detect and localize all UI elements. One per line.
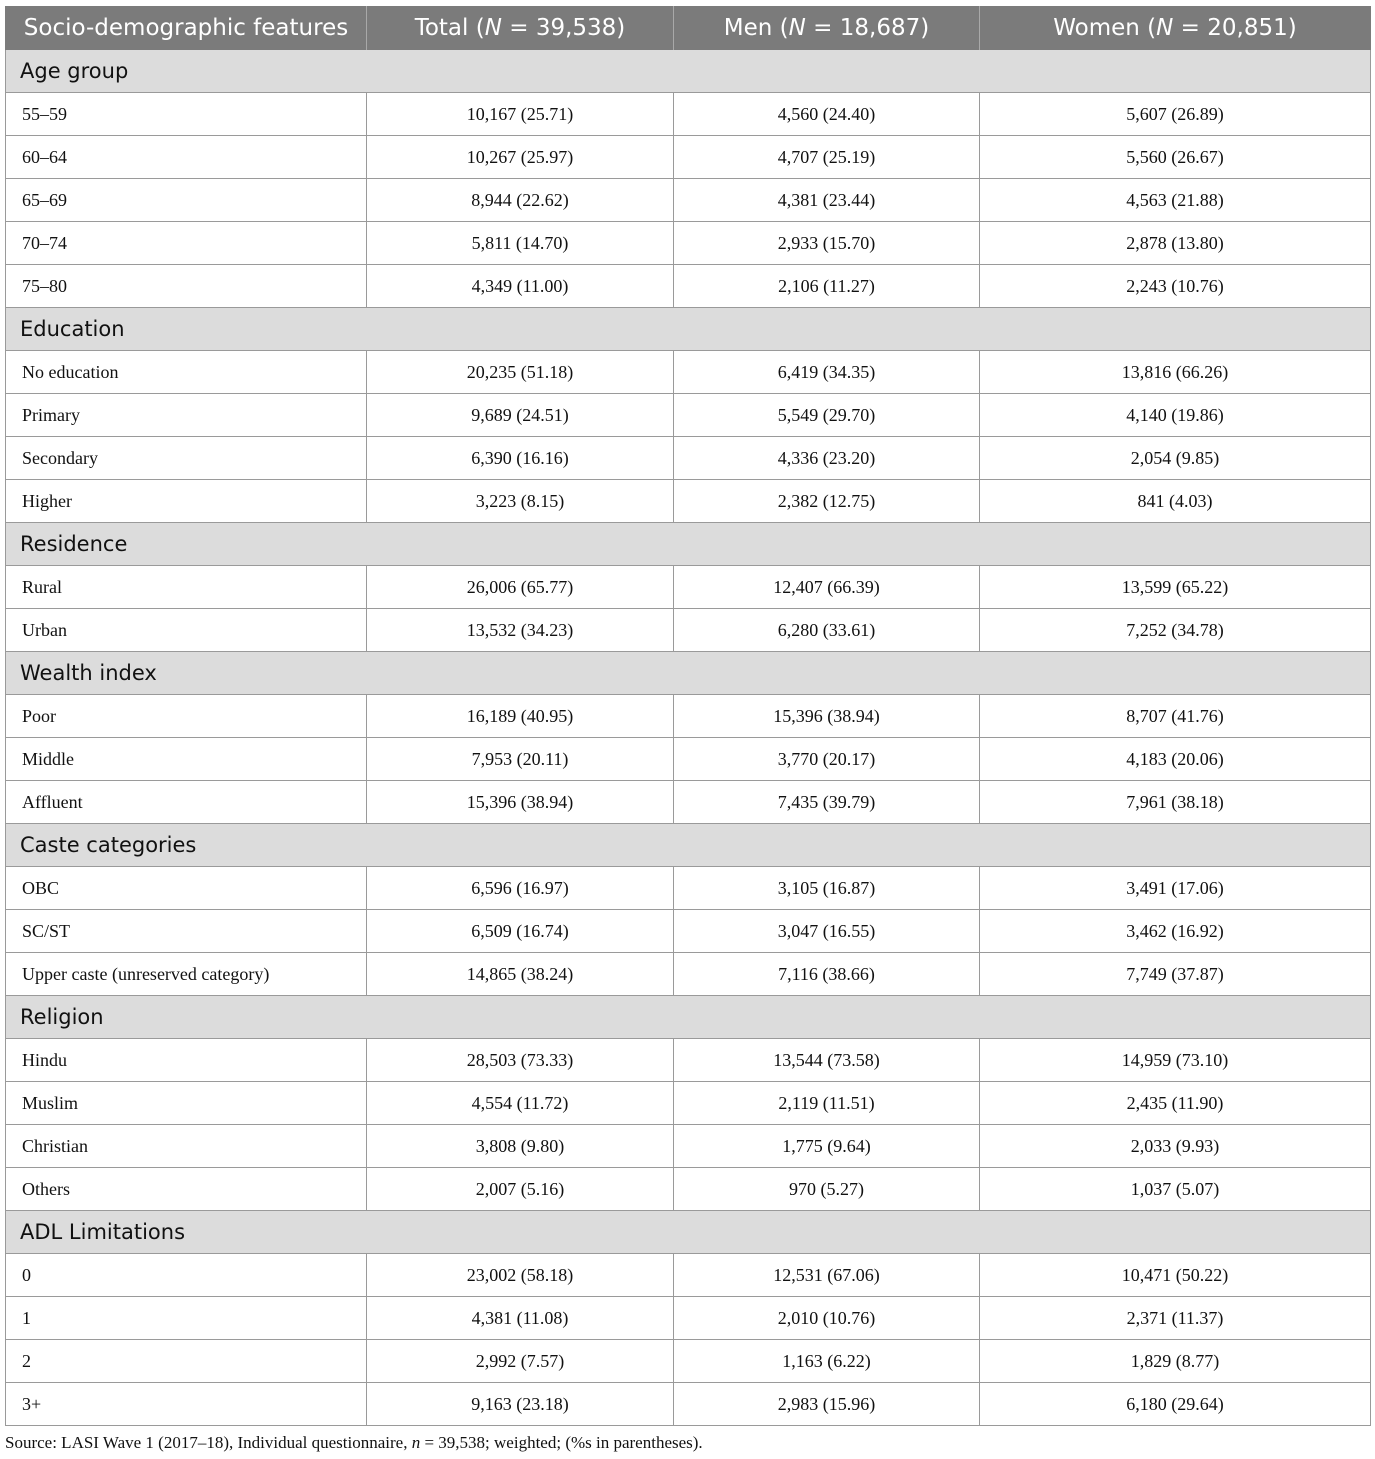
table-row: [6, 1383, 1371, 1426]
section-title: ADL Limitations: [6, 1211, 1371, 1254]
header-suffix: = 39,538): [501, 15, 626, 41]
cell-women: 6,180 (29.64): [980, 1383, 1371, 1426]
row-label: 70–74: [6, 222, 367, 265]
cell-men: 2,382 (12.75): [674, 480, 980, 523]
cell-men: 4,381 (23.44): [674, 179, 980, 222]
cell-women: 7,749 (37.87): [980, 953, 1371, 996]
cell-men: 4,560 (24.40): [674, 93, 980, 136]
cell-total: 6,390 (16.16): [367, 437, 674, 480]
cell-women: 8,707 (41.76): [980, 695, 1371, 738]
table-row: [6, 1254, 1371, 1297]
table-row: [6, 953, 1371, 996]
row-label: Middle: [6, 738, 367, 781]
cell-total: 9,163 (23.18): [367, 1383, 674, 1426]
cell-men: 4,707 (25.19): [674, 136, 980, 179]
cell-women: 10,471 (50.22): [980, 1254, 1371, 1297]
row-label: Hindu: [6, 1039, 367, 1082]
section-row: [6, 1211, 1371, 1254]
row-label: Higher: [6, 480, 367, 523]
row-label: Urban: [6, 609, 367, 652]
row-label: Affluent: [6, 781, 367, 824]
row-label: SC/ST: [6, 910, 367, 953]
cell-women: 13,816 (66.26): [980, 351, 1371, 394]
cell-total: 4,554 (11.72): [367, 1082, 674, 1125]
header-italic-n: N: [1156, 15, 1174, 41]
row-label: No education: [6, 351, 367, 394]
cell-men: 12,531 (67.06): [674, 1254, 980, 1297]
cell-women: 2,243 (10.76): [980, 265, 1371, 308]
cell-women: 7,252 (34.78): [980, 609, 1371, 652]
row-label: Muslim: [6, 1082, 367, 1125]
header-row: [6, 6, 1371, 50]
cell-total: 8,944 (22.62): [367, 179, 674, 222]
row-label: OBC: [6, 867, 367, 910]
section-title: Residence: [6, 523, 1371, 566]
cell-women: 2,033 (9.93): [980, 1125, 1371, 1168]
cell-men: 2,119 (11.51): [674, 1082, 980, 1125]
table-body: [6, 50, 1371, 1426]
section-title: Education: [6, 308, 1371, 351]
table-row: [6, 910, 1371, 953]
row-label: 75–80: [6, 265, 367, 308]
row-label: Poor: [6, 695, 367, 738]
table-row: [6, 265, 1371, 308]
table-row: [6, 480, 1371, 523]
cell-women: 4,563 (21.88): [980, 179, 1371, 222]
header-total: [367, 6, 674, 50]
cell-men: 970 (5.27): [674, 1168, 980, 1211]
cell-women: 2,878 (13.80): [980, 222, 1371, 265]
header-suffix: = 18,687): [805, 15, 930, 41]
table-row: [6, 781, 1371, 824]
table-row: [6, 222, 1371, 265]
cell-women: 5,607 (26.89): [980, 93, 1371, 136]
cell-total: 5,811 (14.70): [367, 222, 674, 265]
cell-men: 3,047 (16.55): [674, 910, 980, 953]
cell-total: 26,006 (65.77): [367, 566, 674, 609]
row-label: Rural: [6, 566, 367, 609]
table-row: [6, 1297, 1371, 1340]
cell-women: 14,959 (73.10): [980, 1039, 1371, 1082]
cell-total: 6,509 (16.74): [367, 910, 674, 953]
cell-women: 13,599 (65.22): [980, 566, 1371, 609]
cell-total: 2,007 (5.16): [367, 1168, 674, 1211]
section-row: [6, 996, 1371, 1039]
cell-women: 2,054 (9.85): [980, 437, 1371, 480]
source-note-prefix: Source: LASI Wave 1 (2017–18), Individual questionnaire,: [5, 1433, 412, 1452]
cell-men: 12,407 (66.39): [674, 566, 980, 609]
header-prefix: Women (: [1053, 15, 1157, 41]
table-row: [6, 1340, 1371, 1383]
table-row: [6, 394, 1371, 437]
cell-women: 4,140 (19.86): [980, 394, 1371, 437]
cell-total: 3,223 (8.15): [367, 480, 674, 523]
row-label: 55–59: [6, 93, 367, 136]
data-table-container: [5, 6, 1370, 1426]
source-note-suffix: = 39,538; weighted; (%s in parentheses).: [420, 1433, 703, 1452]
row-label: 2: [6, 1340, 367, 1383]
table-row: [6, 93, 1371, 136]
table-row: [6, 867, 1371, 910]
section-row: [6, 308, 1371, 351]
cell-men: 2,933 (15.70): [674, 222, 980, 265]
cell-total: 23,002 (58.18): [367, 1254, 674, 1297]
row-label: 1: [6, 1297, 367, 1340]
cell-men: 7,116 (38.66): [674, 953, 980, 996]
row-label: Primary: [6, 394, 367, 437]
cell-total: 6,596 (16.97): [367, 867, 674, 910]
cell-women: 2,371 (11.37): [980, 1297, 1371, 1340]
cell-total: 14,865 (38.24): [367, 953, 674, 996]
cell-men: 1,163 (6.22): [674, 1340, 980, 1383]
cell-men: 6,419 (34.35): [674, 351, 980, 394]
cell-total: 28,503 (73.33): [367, 1039, 674, 1082]
cell-women: 5,560 (26.67): [980, 136, 1371, 179]
cell-men: 13,544 (73.58): [674, 1039, 980, 1082]
cell-women: 3,491 (17.06): [980, 867, 1371, 910]
table-row: [6, 437, 1371, 480]
table-row: [6, 1168, 1371, 1211]
source-note-n: n: [411, 1433, 421, 1452]
cell-men: 7,435 (39.79): [674, 781, 980, 824]
cell-total: 4,381 (11.08): [367, 1297, 674, 1340]
header-prefix: Men (: [723, 15, 789, 41]
section-row: [6, 523, 1371, 566]
header-men: [674, 6, 980, 50]
row-label: 0: [6, 1254, 367, 1297]
cell-men: 3,770 (20.17): [674, 738, 980, 781]
table-row: [6, 1039, 1371, 1082]
table-row: [6, 566, 1371, 609]
header-features: [6, 6, 367, 50]
cell-men: 15,396 (38.94): [674, 695, 980, 738]
section-title: Wealth index: [6, 652, 1371, 695]
cell-men: 5,549 (29.70): [674, 394, 980, 437]
section-row: [6, 824, 1371, 867]
cell-total: 3,808 (9.80): [367, 1125, 674, 1168]
cell-total: 2,992 (7.57): [367, 1340, 674, 1383]
cell-total: 16,189 (40.95): [367, 695, 674, 738]
cell-men: 2,010 (10.76): [674, 1297, 980, 1340]
cell-men: 2,106 (11.27): [674, 265, 980, 308]
cell-men: 3,105 (16.87): [674, 867, 980, 910]
header-prefix: Socio-demographic features: [23, 15, 349, 41]
cell-women: 2,435 (11.90): [980, 1082, 1371, 1125]
row-label: Christian: [6, 1125, 367, 1168]
section-title: Age group: [6, 50, 1371, 93]
cell-total: 9,689 (24.51): [367, 394, 674, 437]
table-row: [6, 1125, 1371, 1168]
cell-women: 4,183 (20.06): [980, 738, 1371, 781]
header-women: [980, 6, 1371, 50]
table-row: [6, 738, 1371, 781]
cell-women: 841 (4.03): [980, 480, 1371, 523]
cell-total: 15,396 (38.94): [367, 781, 674, 824]
cell-total: 4,349 (11.00): [367, 265, 674, 308]
table-row: [6, 136, 1371, 179]
table-row: [6, 179, 1371, 222]
header-italic-n: N: [484, 15, 502, 41]
socio-demographic-table: [5, 6, 1371, 1426]
cell-men: 1,775 (9.64): [674, 1125, 980, 1168]
cell-men: 4,336 (23.20): [674, 437, 980, 480]
table-row: [6, 1082, 1371, 1125]
cell-total: 13,532 (34.23): [367, 609, 674, 652]
row-label: 3+: [6, 1383, 367, 1426]
row-label: 60–64: [6, 136, 367, 179]
cell-women: 1,829 (8.77): [980, 1340, 1371, 1383]
table-row: [6, 351, 1371, 394]
cell-women: 3,462 (16.92): [980, 910, 1371, 953]
cell-total: 10,267 (25.97): [367, 136, 674, 179]
cell-women: 1,037 (5.07): [980, 1168, 1371, 1211]
section-row: [6, 652, 1371, 695]
cell-total: 7,953 (20.11): [367, 738, 674, 781]
cell-women: 7,961 (38.18): [980, 781, 1371, 824]
header-prefix: Total (: [414, 15, 485, 41]
cell-total: 20,235 (51.18): [367, 351, 674, 394]
cell-men: 2,983 (15.96): [674, 1383, 980, 1426]
table-header: [6, 6, 1371, 50]
row-label: Secondary: [6, 437, 367, 480]
cell-total: 10,167 (25.71): [367, 93, 674, 136]
section-row: [6, 50, 1371, 93]
cell-men: 6,280 (33.61): [674, 609, 980, 652]
section-title: Religion: [6, 996, 1371, 1039]
header-italic-n: N: [788, 15, 806, 41]
section-title: Caste categories: [6, 824, 1371, 867]
row-label: Others: [6, 1168, 367, 1211]
table-row: [6, 609, 1371, 652]
table-row: [6, 695, 1371, 738]
header-suffix: = 20,851): [1173, 15, 1297, 41]
source-note: [5, 1433, 703, 1453]
row-label: 65–69: [6, 179, 367, 222]
row-label: Upper caste (unreserved category): [6, 953, 367, 996]
